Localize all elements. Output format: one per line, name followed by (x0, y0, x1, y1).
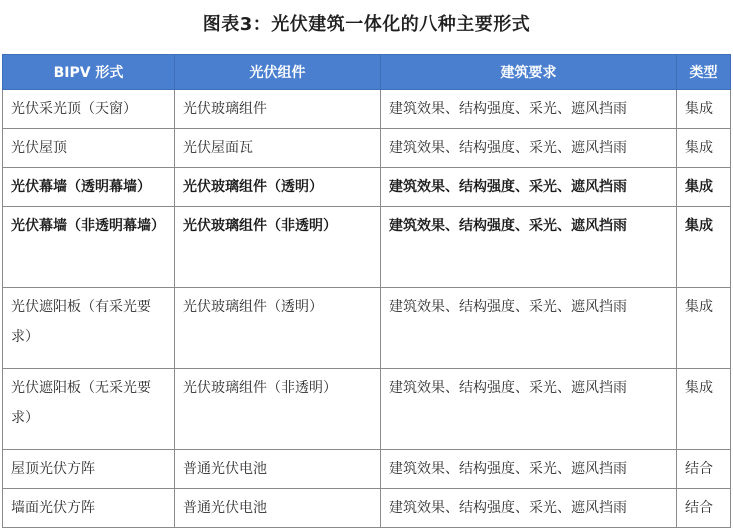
cell-type: 集成 (677, 129, 731, 168)
cell-form: 光伏幕墙（非透明幕墙） (3, 207, 175, 288)
header-bipv-form: BIPV 形式 (3, 55, 175, 90)
cell-module: 光伏玻璃组件 (175, 90, 381, 129)
cell-form: 屋顶光伏方阵 (3, 450, 175, 489)
cell-module: 光伏玻璃组件（透明） (175, 168, 381, 207)
cell-type: 集成 (677, 168, 731, 207)
cell-module: 光伏玻璃组件（透明） (175, 288, 381, 369)
cell-form: 光伏采光顶（天窗） (3, 90, 175, 129)
cell-form: 光伏屋顶 (3, 129, 175, 168)
cell-module: 普通光伏电池 (175, 489, 381, 528)
bipv-forms-table (2, 54, 731, 528)
cell-type: 结合 (677, 450, 731, 489)
header-type: 类型 (677, 55, 731, 90)
table-row (3, 90, 731, 129)
header-building-requirement: 建筑要求 (381, 55, 677, 90)
cell-requirement: 建筑效果、结构强度、采光、遮风挡雨 (381, 450, 677, 489)
cell-module: 光伏玻璃组件（非透明） (175, 207, 381, 288)
table-row (3, 450, 731, 489)
cell-form: 光伏遮阳板（有采光要求） (3, 288, 175, 369)
table-row (3, 288, 731, 369)
cell-requirement: 建筑效果、结构强度、采光、遮风挡雨 (381, 168, 677, 207)
cell-requirement: 建筑效果、结构强度、采光、遮风挡雨 (381, 489, 677, 528)
cell-requirement: 建筑效果、结构强度、采光、遮风挡雨 (381, 90, 677, 129)
header-pv-module: 光伏组件 (175, 55, 381, 90)
cell-form: 光伏遮阳板（无采光要求） (3, 369, 175, 450)
table-row (3, 369, 731, 450)
table-row (3, 489, 731, 528)
cell-requirement: 建筑效果、结构强度、采光、遮风挡雨 (381, 207, 677, 288)
table-row (3, 168, 731, 207)
cell-type: 集成 (677, 90, 731, 129)
figure-title: 图表3：光伏建筑一体化的八种主要形式 (202, 14, 531, 35)
cell-requirement: 建筑效果、结构强度、采光、遮风挡雨 (381, 288, 677, 369)
cell-type: 集成 (677, 369, 731, 450)
cell-type: 集成 (677, 288, 731, 369)
table-row (3, 207, 731, 288)
cell-form: 光伏幕墙（透明幕墙） (3, 168, 175, 207)
cell-requirement: 建筑效果、结构强度、采光、遮风挡雨 (381, 369, 677, 450)
table-header-row (3, 55, 731, 90)
cell-module: 光伏玻璃组件（非透明） (175, 369, 381, 450)
cell-module: 光伏屋面瓦 (175, 129, 381, 168)
cell-module: 普通光伏电池 (175, 450, 381, 489)
cell-requirement: 建筑效果、结构强度、采光、遮风挡雨 (381, 129, 677, 168)
table-row (3, 129, 731, 168)
cell-type: 结合 (677, 489, 731, 528)
cell-type: 集成 (677, 207, 731, 288)
cell-form: 墙面光伏方阵 (3, 489, 175, 528)
